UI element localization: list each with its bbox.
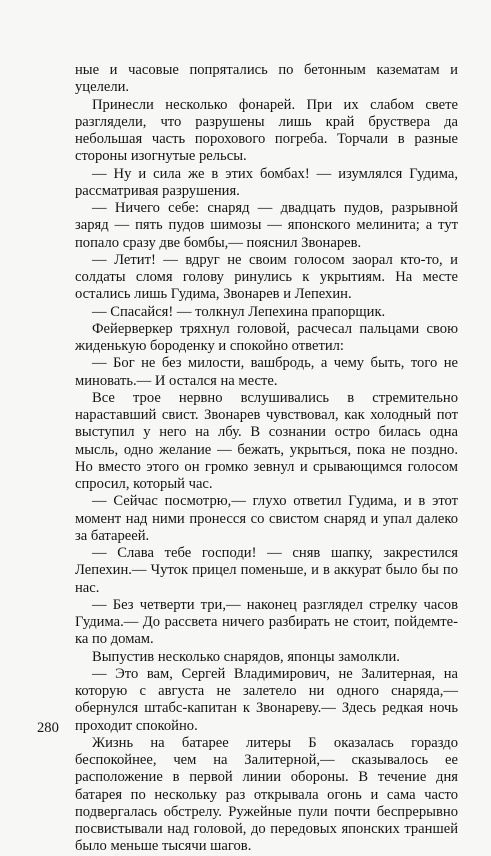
paragraph: Фейерверкер тряхнул головой, расчесал пальцами свою жиденькую бороденку и спокойно ответил: xyxy=(75,320,458,354)
paragraph: — Спасайся! — толкнул Лепехина прапорщик. xyxy=(92,303,386,320)
paragraph: — Бог не без милости, вашбродь, а чему быть, того не миновать.— И остался на месте. xyxy=(75,355,458,389)
page-number: 280 xyxy=(37,720,59,736)
paragraph: — Ну и сила же в этих бомбах! — изумлялся Гудима, рассматривая разрушения. xyxy=(75,165,458,199)
paragraph: — Летит! — вдруг не своим голосом заорал кто-то, и солдаты сломя голову ринулись к укрытиям. На месте остались лишь Гудима, Звонарев и Лепехин. xyxy=(75,251,458,303)
paragraph: — Сейчас посмотрю,— глухо ответил Гудима, и в этот момент над ними пронесся со свистом снаряд и упал далеко за батареей. xyxy=(75,493,458,544)
body-text xyxy=(75,62,458,856)
paragraph: Все трое нервно вслушивались в стремительно нараставший свист. Звонарев чувствовал, как холодный пот выступил у него на лбу. В сознании остро билась одна мысль, одно желание — бежать, укрыться, пока не поздно. Но вместо этого он громко зевнул и срывающимся голосом спросил, который час. xyxy=(75,389,458,492)
paragraph: Выпустив несколько снарядов, японцы замолкли. xyxy=(92,648,400,665)
paragraph: Жизнь на батарее литеры Б оказалась гораздо беспокойнее, чем на Залитерной,— сказывалось ее расположение в первой линии обороны. В течение дня батарея по нескольку раз открывала огонь и сама часто подвергалась обстрелу. Ружейные пули почти беспрерывно посвистывали над головой, до передовых японских траншей было меньше тысячи шагов. xyxy=(75,734,458,855)
paragraph: — Без четверти три,— наконец разглядел стрелку часов Гудима.— До рассвета ничего разбирать не стоит, пойдемте-ка по домам. xyxy=(75,596,458,648)
paragraph: Принесли несколько фонарей. При их слабом свете разглядели, что разрушены лишь край бруствера да небольшая часть порохового погреба. Торчали в разные стороны изогнутые рельсы. xyxy=(75,96,458,165)
paragraph: — Это вам, Сергей Владимирович, не Залитерная, на которую с августа не залетело ни одного снаряда,— обернулся штабс-капитан к Звонареву.— Здесь редкая ночь проходит спокойно. xyxy=(75,665,458,734)
paragraph: — Ничего себе: снаряд — двадцать пудов, разрывной заряд — пять пудов шимозы — японского мелинита; а тут попало сразу две бомбы,— пояснил Звонарев. xyxy=(75,200,458,251)
paragraph: ные и часовые попрятались по бетонным казематам и уцелели. xyxy=(75,62,458,96)
paragraph: — Слава тебе господи! — сняв шапку, закрестился Лепехин.— Чуток прицел поменьше, и в аккурат было бы по нас. xyxy=(75,545,458,596)
